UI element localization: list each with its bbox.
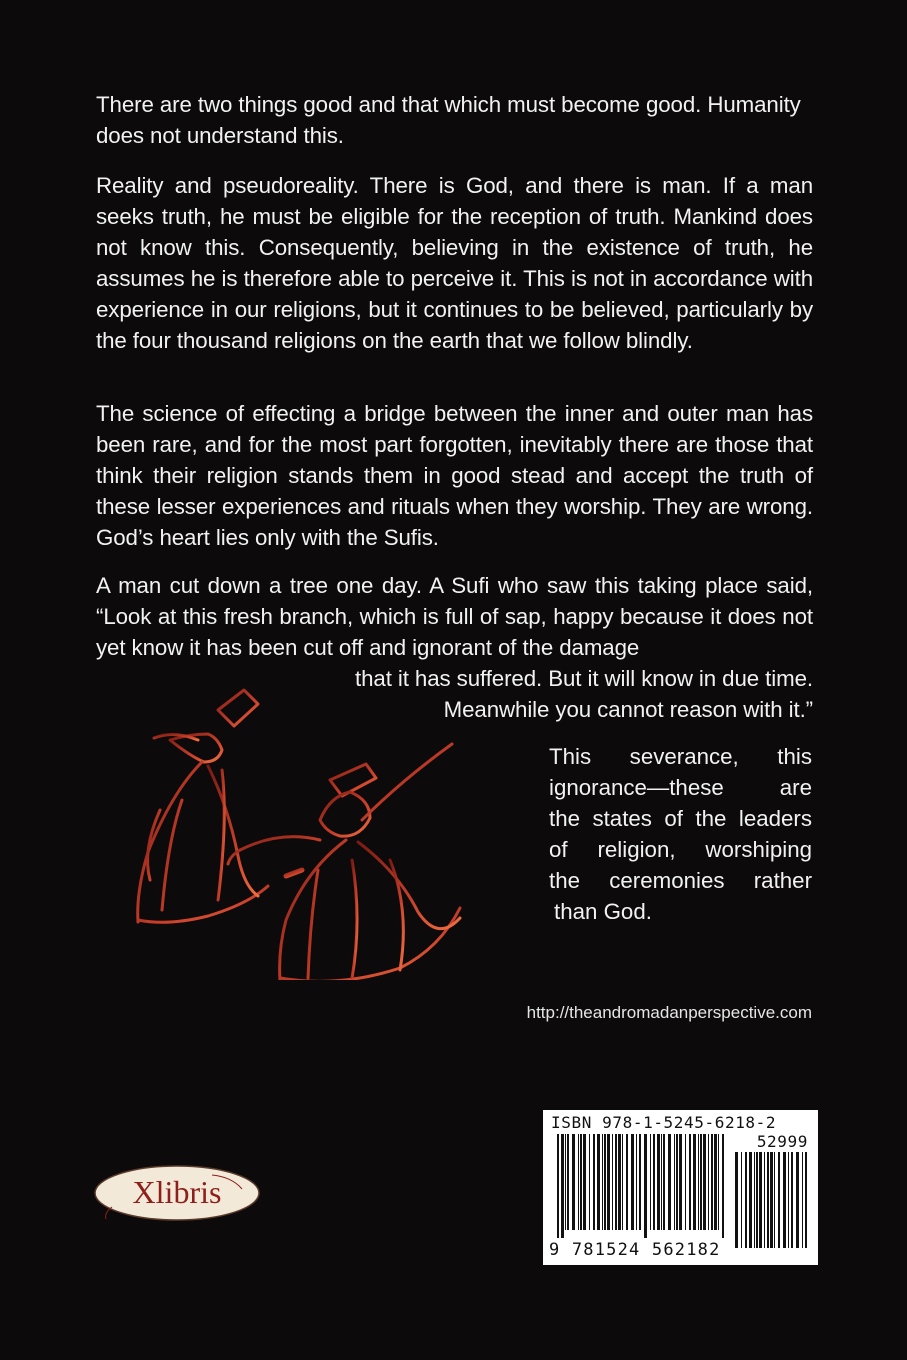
- barcode-bar: [661, 1134, 662, 1230]
- ean-number: 9 781524 562182: [549, 1240, 721, 1260]
- website-url[interactable]: http://theandromadanperspective.com: [526, 1003, 812, 1022]
- barcode-bar: [700, 1134, 702, 1230]
- barcode-bar: [774, 1152, 775, 1248]
- barcode-bar: [557, 1134, 559, 1238]
- barcode-bar: [783, 1152, 786, 1248]
- ean-bars: [557, 1134, 727, 1238]
- barcode-bar: [597, 1134, 600, 1230]
- barcode-bar: [615, 1134, 617, 1230]
- barcode-bar: [622, 1134, 623, 1230]
- barcode-bar: [583, 1134, 586, 1230]
- blurb-paragraph-2: Reality and pseudoreality. There is God, and there is man. If a man seeks truth, he must be eligible for the reception of truth. Mankind does not know this. Consequently, believing in the existence of truth, he assumes he is therefore able to perceive it. This is not in accordance with experience in our religions, but it continues to be believed, particularly by the four thousand religions on the earth that we follow blindly.: [96, 173, 813, 353]
- barcode-bar: [639, 1134, 641, 1230]
- paragraph-4-line-2: Meanwhile you cannot reason with it.”: [443, 697, 813, 722]
- barcode-bar: [644, 1134, 647, 1238]
- publisher-name: Xlibris: [132, 1174, 222, 1210]
- isbn-number: ISBN 978-1-5245-6218-2: [551, 1113, 777, 1132]
- isbn-barcode: [543, 1110, 818, 1265]
- barcode-bar: [711, 1134, 713, 1230]
- barcode-bar: [631, 1134, 634, 1230]
- barcode-bar: [618, 1134, 621, 1230]
- barcode-bar: [578, 1134, 579, 1230]
- barcode-bar: [754, 1152, 755, 1248]
- barcode-bar: [735, 1152, 738, 1248]
- barcode-bar: [708, 1134, 709, 1230]
- barcode-bar: [778, 1152, 780, 1248]
- barcode-bar: [770, 1152, 773, 1248]
- barcode-bar: [749, 1152, 752, 1248]
- barcode-bar: [764, 1152, 765, 1248]
- barcode-bar: [589, 1134, 590, 1230]
- barcode-bar: [802, 1152, 803, 1248]
- barcode-bar: [607, 1134, 610, 1230]
- barcode-bar: [689, 1134, 691, 1230]
- blurb-paragraph-3: The science of effecting a bridge between the inner and outer man has been rare, and for the most part forgotten, inevitably there are those that think their religion stands them in good stead and accept the truth of these lesser experiences and rituals when they worship. They are wrong. God’s heart lies only with the Sufis.: [96, 401, 813, 550]
- barcode-bar: [693, 1134, 696, 1230]
- barcode-bar: [593, 1134, 595, 1230]
- paragraph-5-line: ignorance—these are: [549, 775, 812, 800]
- barcode-bar: [657, 1134, 660, 1230]
- paragraph-4-line-1: that it has suffered. But it will know in due time.: [355, 666, 813, 691]
- barcode-bar: [745, 1152, 747, 1248]
- barcode-bar: [567, 1134, 569, 1230]
- barcode-bar: [698, 1134, 699, 1230]
- barcode-bar: [565, 1134, 566, 1230]
- barcode-bar: [580, 1134, 582, 1230]
- barcode-bar: [653, 1134, 655, 1230]
- barcode-bar: [791, 1152, 793, 1248]
- paragraph-5-line: than God.: [554, 899, 652, 924]
- paragraph-5-line: This severance, this: [549, 744, 812, 769]
- barcode-bar: [718, 1134, 719, 1230]
- price-code: 52999: [756, 1132, 808, 1151]
- barcode-bar: [668, 1134, 671, 1230]
- blurb-paragraph-1: There are two things good and that which must become good. Humanity does not understand this.: [96, 92, 801, 148]
- barcode-bar: [612, 1134, 613, 1230]
- barcode-bar: [714, 1134, 717, 1230]
- barcode-bar: [626, 1134, 628, 1230]
- blurb-paragraph-5: [549, 741, 812, 927]
- barcode-bar: [767, 1152, 769, 1248]
- barcode-bar: [561, 1134, 564, 1238]
- barcode-bar: [663, 1134, 665, 1230]
- barcode-bar: [685, 1134, 686, 1230]
- barcode-bar: [676, 1134, 678, 1230]
- barcode-bar: [602, 1134, 603, 1230]
- barcode-bar: [756, 1152, 758, 1248]
- barcode-bar: [796, 1152, 799, 1248]
- barcode-bar: [759, 1152, 762, 1248]
- barcode-bar: [604, 1134, 606, 1230]
- barcode-bar: [679, 1134, 682, 1230]
- barcode-bar: [703, 1134, 706, 1230]
- paragraph-5-line: the states of the leaders: [549, 806, 812, 831]
- barcode-bar: [722, 1134, 724, 1238]
- paragraph-4-main: A man cut down a tree one day. A Sufi who saw this taking place said, “Look at this fresh branch, which is full of sap, happy because it does not yet know it has been cut off and ignorant of the damage: [96, 573, 813, 660]
- barcode-bar: [572, 1134, 575, 1230]
- barcode-bar: [674, 1134, 675, 1230]
- xlibris-logo: [92, 1163, 262, 1223]
- paragraph-5-line: the ceremonies rather: [549, 868, 812, 893]
- barcode-bar: [741, 1152, 742, 1248]
- whirling-dervishes-icon: [90, 680, 490, 980]
- paragraph-5-line: of religion, worshiping: [549, 837, 812, 862]
- barcode-bar: [805, 1152, 807, 1248]
- barcode-bar: [636, 1134, 637, 1230]
- addon-bars: [735, 1152, 809, 1256]
- barcode-bar: [650, 1134, 651, 1230]
- barcode-bar: [788, 1152, 789, 1248]
